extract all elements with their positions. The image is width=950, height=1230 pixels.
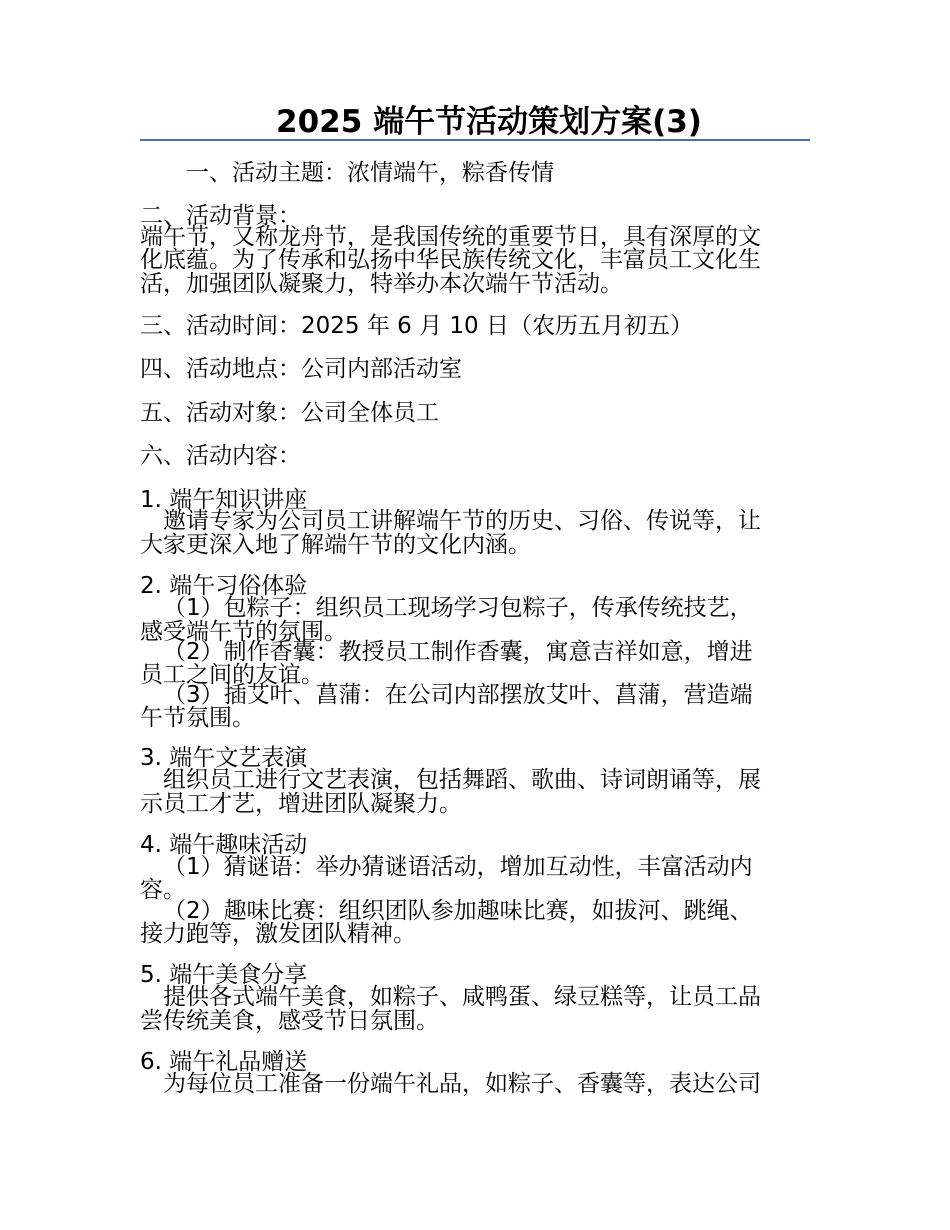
background-text-line: 化底蕴。为了传承和弘扬中华民族传统文化，丰富员工文化生 <box>140 247 761 273</box>
sub-item-line: 感受端午节的氛围。 <box>140 619 347 645</box>
item-text-line: 邀请专家为公司员工讲解端午节的历史、习俗、传说等，让 <box>163 508 761 534</box>
time-line: 三、活动时间：2025 年 6 月 10 日（农历五月初五） <box>140 313 693 339</box>
item-heading: 3. 端午文艺表演 <box>140 745 308 771</box>
sub-item-line: （2）制作香囊：教授员工制作香囊，寓意吉祥如意，增进 <box>163 639 753 665</box>
background-text-line: 端午节，又称龙舟节，是我国传统的重要节日，具有深厚的文 <box>140 224 761 250</box>
item-heading: 6. 端午礼品赠送 <box>140 1049 308 1075</box>
sub-item-line: 员工之间的友谊。 <box>140 662 324 688</box>
sub-item-line: （2）趣味比赛：组织团队参加趣味比赛，如拔河、跳绳、 <box>163 898 753 924</box>
item-heading: 2. 端午习俗体验 <box>140 573 308 599</box>
document-title: 2025 端午节活动策划方案(3) <box>276 104 702 140</box>
sub-item-line: 容。 <box>140 877 186 903</box>
item-text-line: 示员工才艺，增进团队凝聚力。 <box>140 791 462 817</box>
audience-line: 五、活动对象：公司全体员工 <box>140 400 439 426</box>
sub-item-line: （3）插艾叶、菖蒲：在公司内部摆放艾叶、菖蒲，营造端 <box>163 682 753 708</box>
sub-item-line: 午节氛围。 <box>140 705 255 731</box>
location-line: 四、活动地点：公司内部活动室 <box>140 356 462 382</box>
item-text-line: 尝传统美食，感受节日氛围。 <box>140 1008 439 1034</box>
item-heading: 4. 端午趣味活动 <box>140 832 308 858</box>
sub-item-line: （1）包粽子：组织员工现场学习包粽子，传承传统技艺， <box>163 595 753 621</box>
sub-item-line: 接力跑等，激发团队精神。 <box>140 921 416 947</box>
title-underline <box>140 139 810 141</box>
sub-item-line: （1）猜谜语：举办猜谜语活动，增加互动性，丰富活动内 <box>163 854 753 880</box>
item-text-line: 为每位员工准备一份端午礼品，如粽子、香囊等，表达公司 <box>163 1071 761 1097</box>
background-heading: 二、活动背景： <box>140 203 301 229</box>
item-heading: 1. 端午知识讲座 <box>140 487 308 513</box>
theme-line: 一、活动主题：浓情端午，粽香传情 <box>186 160 554 186</box>
item-text-line: 提供各式端午美食，如粽子、咸鸭蛋、绿豆糕等，让员工品 <box>163 984 761 1010</box>
content-heading: 六、活动内容： <box>140 443 301 469</box>
item-text-line: 大家更深入地了解端午节的文化内涵。 <box>140 532 531 558</box>
item-text-line: 组织员工进行文艺表演，包括舞蹈、歌曲、诗词朗诵等，展 <box>163 767 761 793</box>
background-text-line: 活，加强团队凝聚力，特举办本次端午节活动。 <box>140 271 623 297</box>
item-heading: 5. 端午美食分享 <box>140 962 308 988</box>
